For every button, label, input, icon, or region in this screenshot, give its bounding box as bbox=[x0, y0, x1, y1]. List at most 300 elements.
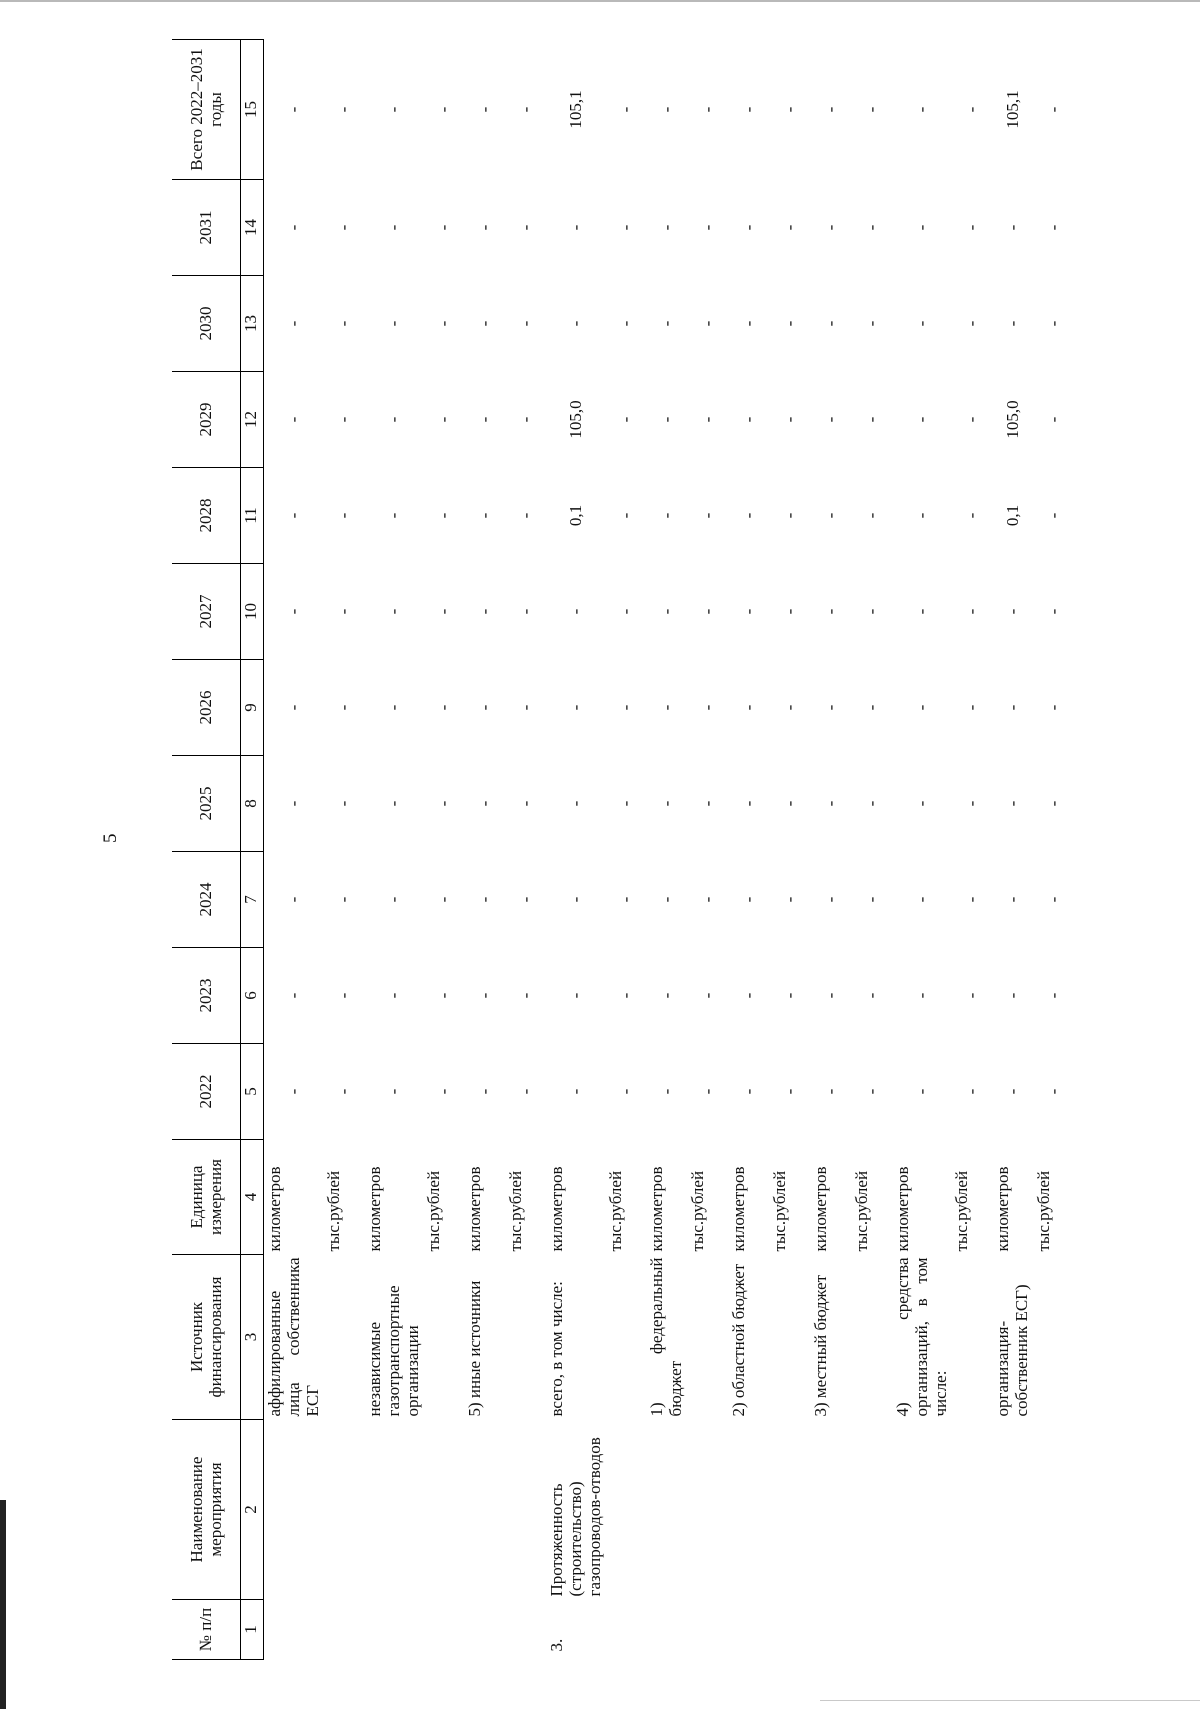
value-cell: - bbox=[912, 992, 932, 999]
value-cell: - bbox=[284, 1088, 304, 1095]
column-number: 5 bbox=[241, 1044, 264, 1140]
value-cell: - bbox=[566, 1088, 586, 1095]
value-cell: - bbox=[657, 800, 677, 807]
value-cell: - bbox=[962, 992, 982, 999]
value-cell: - bbox=[657, 416, 677, 423]
value-cell: - bbox=[962, 1088, 982, 1095]
value-cell: - bbox=[434, 608, 454, 615]
measure-name bbox=[264, 1420, 324, 1600]
unit-of-measure: тыс.рублей bbox=[506, 1170, 526, 1252]
value-cell: - bbox=[566, 704, 586, 711]
table-row bbox=[687, 40, 728, 1660]
value-cell: - bbox=[384, 106, 404, 113]
value-cell: - bbox=[739, 512, 759, 519]
value-cell: - bbox=[334, 992, 354, 999]
value-cell: - bbox=[475, 224, 495, 231]
row-number bbox=[728, 1600, 769, 1660]
value-cell: - bbox=[780, 512, 800, 519]
value-cell: - bbox=[698, 992, 718, 999]
column-header: 2026 bbox=[172, 660, 241, 756]
unit-of-measure: километров bbox=[893, 1166, 913, 1252]
column-number: 3 bbox=[241, 1255, 264, 1420]
value-cell: 105,1 bbox=[566, 90, 586, 129]
value-cell: - bbox=[616, 320, 636, 327]
value-cell: - bbox=[912, 416, 932, 423]
value-cell: - bbox=[616, 106, 636, 113]
value-cell: - bbox=[384, 704, 404, 711]
row-number bbox=[605, 1600, 646, 1660]
value-cell: - bbox=[780, 1088, 800, 1095]
value-cell: - bbox=[962, 512, 982, 519]
row-number bbox=[687, 1600, 728, 1660]
value-cell: - bbox=[284, 800, 304, 807]
value-cell: - bbox=[821, 1088, 841, 1095]
funding-source: 3) местный бюджет bbox=[811, 1274, 831, 1417]
value-cell: 105,0 bbox=[566, 400, 586, 439]
value-cell: - bbox=[1003, 896, 1023, 903]
value-cell: - bbox=[698, 106, 718, 113]
page-number: 5 bbox=[100, 833, 121, 843]
funding-source: 4) средства организаций, в том числе: bbox=[893, 1257, 951, 1417]
value-cell: - bbox=[284, 608, 304, 615]
value-cell: - bbox=[821, 608, 841, 615]
value-cell: - bbox=[821, 416, 841, 423]
value-cell: - bbox=[384, 896, 404, 903]
measure-name bbox=[951, 1420, 992, 1600]
value-cell: - bbox=[912, 704, 932, 711]
column-number: 4 bbox=[241, 1140, 264, 1255]
funding-source bbox=[687, 1255, 728, 1420]
value-cell: - bbox=[1044, 416, 1064, 423]
table-row bbox=[1033, 40, 1074, 1660]
value-cell: - bbox=[698, 224, 718, 231]
funding-source bbox=[605, 1255, 646, 1420]
measure-name bbox=[728, 1420, 769, 1600]
measure-name bbox=[892, 1420, 951, 1600]
unit-of-measure: километров bbox=[547, 1166, 567, 1252]
measure-name bbox=[605, 1420, 646, 1600]
column-header: 2022 bbox=[172, 1044, 241, 1140]
value-cell: 0,1 bbox=[566, 504, 586, 527]
value-cell: - bbox=[780, 106, 800, 113]
value-cell: - bbox=[334, 224, 354, 231]
value-cell: - bbox=[962, 106, 982, 113]
column-header: 2028 bbox=[172, 468, 241, 564]
unit-of-measure: тыс.рублей bbox=[770, 1170, 790, 1252]
value-cell: - bbox=[821, 224, 841, 231]
value-cell: - bbox=[1044, 320, 1064, 327]
value-cell: - bbox=[862, 1088, 882, 1095]
value-cell: - bbox=[912, 608, 932, 615]
financing-table-container bbox=[172, 40, 1064, 1660]
column-header: 2024 bbox=[172, 852, 241, 948]
value-cell: - bbox=[739, 320, 759, 327]
value-cell: - bbox=[334, 320, 354, 327]
funding-source: независимые газотранспортные организации bbox=[365, 1285, 423, 1417]
value-cell: - bbox=[780, 992, 800, 999]
value-cell: - bbox=[334, 800, 354, 807]
value-cell: - bbox=[698, 320, 718, 327]
funding-source bbox=[423, 1255, 464, 1420]
table-row bbox=[605, 40, 646, 1660]
value-cell: - bbox=[962, 416, 982, 423]
table-row bbox=[505, 40, 546, 1660]
measure-name bbox=[687, 1420, 728, 1600]
table-row bbox=[264, 40, 324, 1660]
value-cell: 0,1 bbox=[1003, 504, 1023, 527]
value-cell: 105,0 bbox=[1003, 400, 1023, 439]
row-number: 3. bbox=[547, 1638, 567, 1652]
column-number: 11 bbox=[241, 468, 264, 564]
value-cell: - bbox=[384, 224, 404, 231]
column-number: 15 bbox=[241, 40, 264, 180]
value-cell: - bbox=[780, 800, 800, 807]
value-cell: - bbox=[334, 1088, 354, 1095]
header-row bbox=[172, 40, 241, 1660]
value-cell: - bbox=[384, 320, 404, 327]
table-row bbox=[464, 40, 505, 1660]
value-cell: 105,1 bbox=[1003, 90, 1023, 129]
measure-name bbox=[769, 1420, 810, 1600]
value-cell: - bbox=[1003, 320, 1023, 327]
value-cell: - bbox=[657, 608, 677, 615]
value-cell: - bbox=[1044, 106, 1064, 113]
value-cell: - bbox=[384, 800, 404, 807]
row-number bbox=[323, 1600, 364, 1660]
column-number: 8 bbox=[241, 756, 264, 852]
column-header: 2029 bbox=[172, 372, 241, 468]
value-cell: - bbox=[862, 512, 882, 519]
measure-name bbox=[323, 1420, 364, 1600]
measure-name bbox=[423, 1420, 464, 1600]
value-cell: - bbox=[516, 416, 536, 423]
value-cell: - bbox=[1003, 800, 1023, 807]
value-cell: - bbox=[657, 704, 677, 711]
row-number bbox=[951, 1600, 992, 1660]
value-cell: - bbox=[475, 106, 495, 113]
value-cell: - bbox=[862, 608, 882, 615]
value-cell: - bbox=[962, 704, 982, 711]
value-cell: - bbox=[284, 896, 304, 903]
row-number bbox=[992, 1600, 1033, 1660]
unit-of-measure: километров bbox=[729, 1166, 749, 1252]
value-cell: - bbox=[516, 704, 536, 711]
value-cell: - bbox=[657, 896, 677, 903]
funding-source bbox=[851, 1255, 892, 1420]
measure-name bbox=[851, 1420, 892, 1600]
value-cell: - bbox=[334, 704, 354, 711]
column-header: 2025 bbox=[172, 756, 241, 852]
value-cell: - bbox=[516, 896, 536, 903]
value-cell: - bbox=[862, 704, 882, 711]
value-cell: - bbox=[434, 896, 454, 903]
value-cell: - bbox=[821, 320, 841, 327]
unit-of-measure: километров bbox=[647, 1166, 667, 1252]
table-row bbox=[546, 40, 605, 1660]
value-cell: - bbox=[434, 992, 454, 999]
value-cell: - bbox=[334, 512, 354, 519]
unit-of-measure: километров bbox=[811, 1166, 831, 1252]
value-cell: - bbox=[1044, 608, 1064, 615]
value-cell: - bbox=[566, 992, 586, 999]
value-cell: - bbox=[434, 512, 454, 519]
value-cell: - bbox=[698, 1088, 718, 1095]
value-cell: - bbox=[912, 106, 932, 113]
funding-source: организация-собственник ЕСГ) bbox=[993, 1284, 1032, 1417]
value-cell: - bbox=[475, 1088, 495, 1095]
value-cell: - bbox=[616, 992, 636, 999]
value-cell: - bbox=[912, 224, 932, 231]
value-cell: - bbox=[284, 704, 304, 711]
financing-table bbox=[172, 39, 1074, 1660]
value-cell: - bbox=[739, 224, 759, 231]
column-number: 12 bbox=[241, 372, 264, 468]
value-cell: - bbox=[862, 896, 882, 903]
value-cell: - bbox=[780, 320, 800, 327]
value-cell: - bbox=[284, 106, 304, 113]
row-number bbox=[769, 1600, 810, 1660]
value-cell: - bbox=[657, 224, 677, 231]
value-cell: - bbox=[962, 608, 982, 615]
value-cell: - bbox=[698, 896, 718, 903]
value-cell: - bbox=[912, 1088, 932, 1095]
funding-source: 5) иные источники bbox=[465, 1280, 485, 1417]
value-cell: - bbox=[739, 416, 759, 423]
value-cell: - bbox=[566, 608, 586, 615]
value-cell: - bbox=[698, 416, 718, 423]
measure-name bbox=[992, 1420, 1033, 1600]
unit-of-measure: тыс.рублей bbox=[424, 1170, 444, 1252]
table-header bbox=[172, 40, 264, 1660]
funding-source: 1) федеральный бюджет bbox=[647, 1257, 686, 1417]
funding-source bbox=[951, 1255, 992, 1420]
value-cell: - bbox=[616, 704, 636, 711]
value-cell: - bbox=[516, 992, 536, 999]
unit-of-measure: тыс.рублей bbox=[1034, 1170, 1054, 1252]
value-cell: - bbox=[698, 608, 718, 615]
measure-name bbox=[810, 1420, 851, 1600]
value-cell: - bbox=[616, 1088, 636, 1095]
value-cell: - bbox=[1044, 992, 1064, 999]
value-cell: - bbox=[475, 992, 495, 999]
column-header: 2027 bbox=[172, 564, 241, 660]
value-cell: - bbox=[384, 992, 404, 999]
value-cell: - bbox=[384, 608, 404, 615]
value-cell: - bbox=[912, 320, 932, 327]
table-row bbox=[646, 40, 687, 1660]
table-row bbox=[992, 40, 1033, 1660]
unit-of-measure: тыс.рублей bbox=[606, 1170, 626, 1252]
value-cell: - bbox=[616, 896, 636, 903]
value-cell: - bbox=[821, 992, 841, 999]
row-number bbox=[646, 1600, 687, 1660]
scan-edge-top bbox=[0, 0, 1200, 2]
value-cell: - bbox=[1003, 704, 1023, 711]
value-cell: - bbox=[384, 512, 404, 519]
value-cell: - bbox=[566, 320, 586, 327]
row-number bbox=[810, 1600, 851, 1660]
value-cell: - bbox=[616, 800, 636, 807]
value-cell: - bbox=[739, 608, 759, 615]
column-header: 2023 bbox=[172, 948, 241, 1044]
value-cell: - bbox=[434, 416, 454, 423]
value-cell: - bbox=[1003, 1088, 1023, 1095]
row-number bbox=[423, 1600, 464, 1660]
funding-source: всего, в том числе: bbox=[547, 1281, 567, 1417]
value-cell: - bbox=[566, 896, 586, 903]
value-cell: - bbox=[862, 800, 882, 807]
value-cell: - bbox=[962, 224, 982, 231]
column-header: Наименование мероприятия bbox=[172, 1420, 241, 1600]
value-cell: - bbox=[821, 896, 841, 903]
value-cell: - bbox=[780, 224, 800, 231]
value-cell: - bbox=[334, 608, 354, 615]
value-cell: - bbox=[698, 704, 718, 711]
column-number: 6 bbox=[241, 948, 264, 1044]
value-cell: - bbox=[616, 608, 636, 615]
unit-of-measure: тыс.рублей bbox=[688, 1170, 708, 1252]
value-cell: - bbox=[698, 512, 718, 519]
value-cell: - bbox=[516, 106, 536, 113]
column-number: 2 bbox=[241, 1420, 264, 1600]
value-cell: - bbox=[1044, 1088, 1064, 1095]
measure-name bbox=[505, 1420, 546, 1600]
value-cell: - bbox=[912, 800, 932, 807]
value-cell: - bbox=[821, 800, 841, 807]
value-cell: - bbox=[657, 512, 677, 519]
value-cell: - bbox=[516, 224, 536, 231]
row-number bbox=[464, 1600, 505, 1660]
row-number bbox=[264, 1600, 324, 1660]
column-header: Единица измерения bbox=[172, 1140, 241, 1255]
value-cell: - bbox=[739, 106, 759, 113]
value-cell: - bbox=[384, 1088, 404, 1095]
value-cell: - bbox=[962, 800, 982, 807]
value-cell: - bbox=[334, 896, 354, 903]
value-cell: - bbox=[1044, 800, 1064, 807]
value-cell: - bbox=[516, 320, 536, 327]
value-cell: - bbox=[475, 416, 495, 423]
value-cell: - bbox=[1044, 224, 1064, 231]
table-row bbox=[851, 40, 892, 1660]
value-cell: - bbox=[657, 992, 677, 999]
value-cell: - bbox=[434, 704, 454, 711]
value-cell: - bbox=[434, 800, 454, 807]
column-number: 10 bbox=[241, 564, 264, 660]
value-cell: - bbox=[616, 224, 636, 231]
value-cell: - bbox=[862, 224, 882, 231]
value-cell: - bbox=[284, 320, 304, 327]
funding-source bbox=[1033, 1255, 1074, 1420]
measure-name bbox=[464, 1420, 505, 1600]
table-row bbox=[423, 40, 464, 1660]
value-cell: - bbox=[739, 992, 759, 999]
value-cell: - bbox=[475, 896, 495, 903]
table-body bbox=[264, 40, 1075, 1660]
value-cell: - bbox=[1003, 608, 1023, 615]
table-row bbox=[728, 40, 769, 1660]
value-cell: - bbox=[962, 320, 982, 327]
funding-source bbox=[769, 1255, 810, 1420]
scan-edge-left bbox=[0, 1500, 6, 1709]
value-cell: - bbox=[284, 224, 304, 231]
value-cell: - bbox=[862, 416, 882, 423]
value-cell: - bbox=[475, 800, 495, 807]
value-cell: - bbox=[780, 704, 800, 711]
value-cell: - bbox=[475, 608, 495, 615]
value-cell: - bbox=[657, 320, 677, 327]
value-cell: - bbox=[475, 512, 495, 519]
value-cell: - bbox=[862, 992, 882, 999]
value-cell: - bbox=[434, 224, 454, 231]
value-cell: - bbox=[698, 800, 718, 807]
value-cell: - bbox=[475, 704, 495, 711]
value-cell: - bbox=[1044, 512, 1064, 519]
value-cell: - bbox=[566, 224, 586, 231]
value-cell: - bbox=[1003, 992, 1023, 999]
column-header: Всего 2022–2031 годы bbox=[172, 40, 241, 180]
unit-of-measure: километров bbox=[465, 1166, 485, 1252]
row-number bbox=[505, 1600, 546, 1660]
value-cell: - bbox=[616, 416, 636, 423]
funding-source: 2) областной бюджет bbox=[729, 1263, 749, 1417]
column-number: 9 bbox=[241, 660, 264, 756]
value-cell: - bbox=[862, 106, 882, 113]
column-number: 13 bbox=[241, 276, 264, 372]
column-header: 2030 bbox=[172, 276, 241, 372]
unit-of-measure: тыс.рублей bbox=[852, 1170, 872, 1252]
column-number: 7 bbox=[241, 852, 264, 948]
value-cell: - bbox=[912, 512, 932, 519]
value-cell: - bbox=[334, 416, 354, 423]
value-cell: - bbox=[1044, 704, 1064, 711]
funding-source: аффилированные лица собственника ЕСГ bbox=[265, 1257, 323, 1417]
table-row bbox=[364, 40, 423, 1660]
value-cell: - bbox=[566, 800, 586, 807]
value-cell: - bbox=[657, 1088, 677, 1095]
value-cell: - bbox=[962, 896, 982, 903]
measure-name bbox=[646, 1420, 687, 1600]
value-cell: - bbox=[739, 800, 759, 807]
row-number bbox=[1033, 1600, 1074, 1660]
value-cell: - bbox=[434, 1088, 454, 1095]
value-cell: - bbox=[616, 512, 636, 519]
value-cell: - bbox=[821, 512, 841, 519]
measure-name bbox=[1033, 1420, 1074, 1600]
value-cell: - bbox=[780, 608, 800, 615]
row-number bbox=[892, 1600, 951, 1660]
row-number bbox=[851, 1600, 892, 1660]
value-cell: - bbox=[516, 512, 536, 519]
value-cell: - bbox=[334, 106, 354, 113]
unit-of-measure: километров bbox=[265, 1166, 284, 1252]
column-number: 14 bbox=[241, 180, 264, 276]
value-cell: - bbox=[434, 106, 454, 113]
value-cell: - bbox=[821, 704, 841, 711]
unit-of-measure: тыс.рублей bbox=[952, 1170, 972, 1252]
table-row bbox=[951, 40, 992, 1660]
row-number bbox=[364, 1600, 423, 1660]
value-cell: - bbox=[516, 800, 536, 807]
value-cell: - bbox=[284, 512, 304, 519]
table-row bbox=[892, 40, 951, 1660]
measure-name bbox=[364, 1420, 423, 1600]
value-cell: - bbox=[912, 896, 932, 903]
value-cell: - bbox=[475, 320, 495, 327]
value-cell: - bbox=[384, 416, 404, 423]
value-cell: - bbox=[821, 106, 841, 113]
value-cell: - bbox=[1003, 224, 1023, 231]
